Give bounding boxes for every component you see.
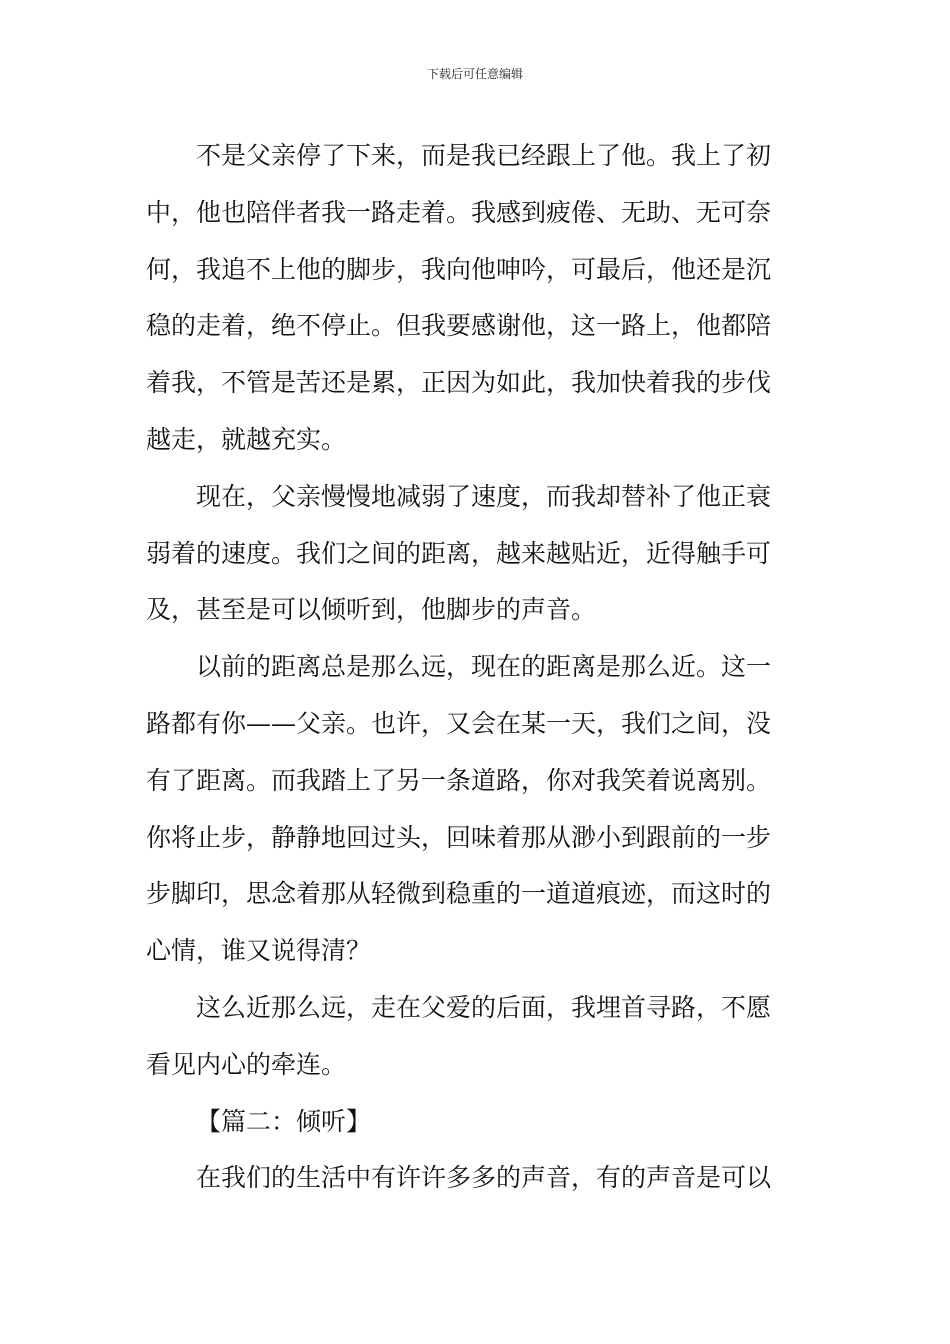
text-line: 心情，谁又说得清？ bbox=[146, 936, 372, 966]
text-line: 何，我追不上他的脚步，我向他呻吟，可最后，他还是沉 bbox=[146, 254, 772, 284]
text-line: 不是父亲停了下来，而是我已经跟上了他。我上了初 bbox=[196, 141, 772, 170]
paragraph bbox=[146, 469, 806, 639]
document-body bbox=[146, 128, 806, 1207]
text-line: 及，甚至是可以倾听到，他脚步的声音。 bbox=[146, 595, 597, 625]
text-line: 现在，父亲慢慢地减弱了速度，而我却替补了他正衰 bbox=[196, 481, 772, 511]
text-line: 稳的走着，绝不停止。但我要感谢他，这一路上，他都陪 bbox=[146, 311, 772, 341]
text-line: 看见内心的牵连。 bbox=[146, 1049, 347, 1079]
paragraph bbox=[146, 128, 806, 469]
page-header: 下载后可任意编辑 bbox=[426, 67, 523, 81]
text-line: 路都有你——父亲。也许，又会在某一天，我们之间，没 bbox=[146, 708, 772, 738]
section-heading: 【篇二：倾听】 bbox=[196, 1106, 372, 1136]
text-line: 在我们的生活中有许许多多的声音，有的声音是可以 bbox=[196, 1163, 772, 1193]
text-line: 弱着的速度。我们之间的距离，越来越贴近，近得触手可 bbox=[146, 538, 772, 568]
text-line: 步脚印，思念着那从轻微到稳重的一道道痕迹，而这时的 bbox=[146, 879, 772, 909]
text-line: 着我，不管是苦还是累，正因为如此，我加快着我的步伐 bbox=[146, 368, 772, 398]
text-line: 有了距离。而我踏上了另一条道路，你对我笑着说离别。 bbox=[146, 765, 772, 795]
paragraph bbox=[146, 639, 806, 980]
text-line: 你将止步，静静地回过头，回味着那从渺小到跟前的一步 bbox=[146, 822, 772, 852]
text-line: 这么近那么远，走在父爱的后面，我埋首寻路，不愿 bbox=[196, 992, 772, 1022]
text-line: 中，他也陪伴者我一路走着。我感到疲倦、无助、无可奈 bbox=[146, 197, 772, 227]
text-line: 越走，就越充实。 bbox=[146, 424, 347, 454]
text-line: 以前的距离总是那么远，现在的距离是那么近。这一 bbox=[196, 652, 772, 682]
paragraph bbox=[146, 980, 806, 1094]
paragraph bbox=[146, 1150, 806, 1207]
